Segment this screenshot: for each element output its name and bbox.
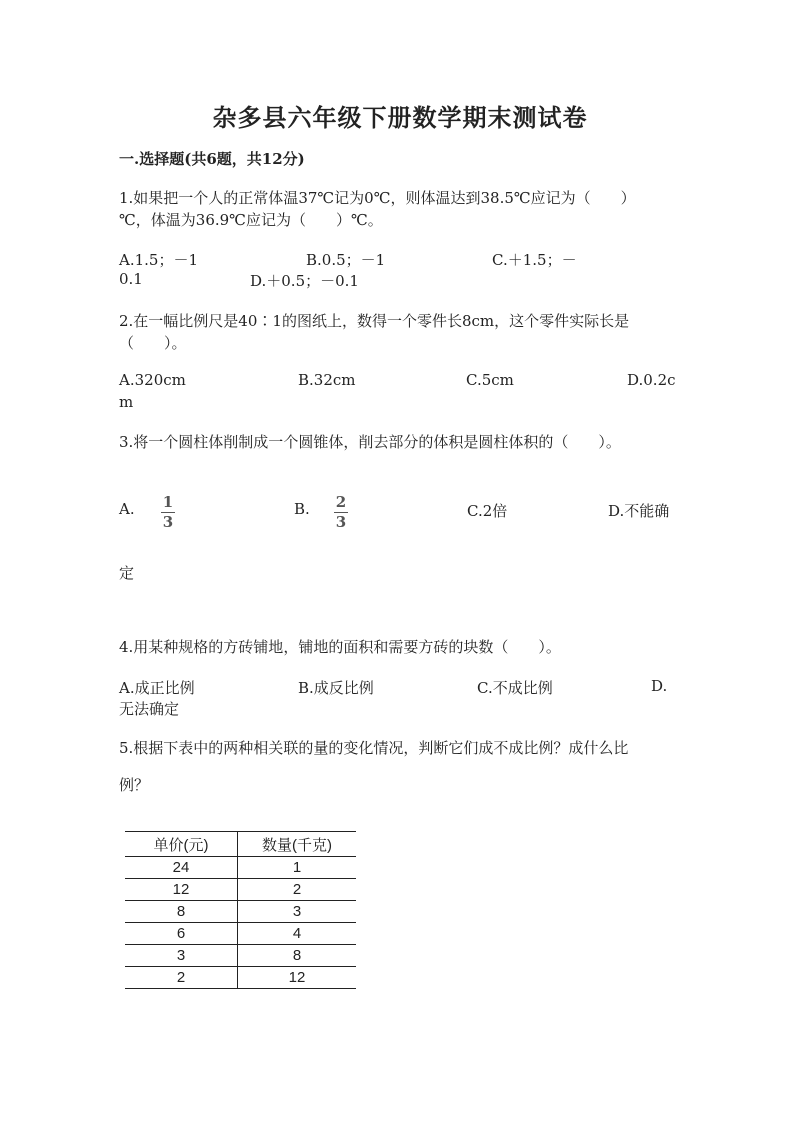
question-1-line-1: 1.如果把一个人的正常体温37℃记为0℃，则体温达到38.5℃应记为（ ）: [119, 189, 636, 207]
question-3-option-c: C.2倍: [467, 502, 508, 520]
table-cell-unit-price: 12: [125, 879, 238, 901]
question-2-option-c: C.5cm: [466, 371, 514, 389]
table-cell-quantity: 12: [238, 967, 357, 989]
fraction-denominator: 3: [162, 513, 174, 531]
question-2-option-d-continued: m: [119, 393, 134, 411]
question-3-option-d: D.不能确: [608, 502, 670, 520]
page-title: 杂多县六年级下册数学期末测试卷: [212, 103, 588, 132]
table-cell-unit-price: 3: [125, 945, 238, 967]
table-row: [125, 879, 356, 901]
question-4-option-d: D.: [651, 677, 668, 695]
table-row: [125, 901, 356, 923]
question-2-option-d: D.0.2c: [627, 371, 676, 389]
question-2-line-1: 2.在一幅比例尺是40∶1的图纸上，数得一个零件长8cm，这个零件实际长是: [119, 312, 630, 330]
question-4-option-c: C.不成比例: [477, 679, 553, 697]
question-1-option-a: A.1.5；－1: [119, 251, 198, 269]
question-2-option-b: B.32cm: [298, 371, 356, 389]
question-4-option-a: A.成正比例: [119, 679, 195, 697]
question-3-option-a-fraction: [161, 494, 175, 531]
question-2-option-a: A.320cm: [119, 371, 186, 389]
table-cell-quantity: 8: [238, 945, 357, 967]
table-cell-unit-price: 8: [125, 901, 238, 923]
fraction-numerator: 1: [162, 493, 174, 511]
question-5-line-1: 5.根据下表中的两种相关联的量的变化情况，判断它们成不成比例？成什么比: [119, 739, 629, 757]
section-heading: 一.选择题(共6题，共12分): [119, 150, 305, 168]
table-header-unit-price: 单价(元): [125, 832, 238, 857]
table-cell-unit-price: 2: [125, 967, 238, 989]
table-header-row: [125, 832, 356, 857]
question-1-option-c-continued: 0.1: [119, 270, 143, 288]
table-cell-quantity: 4: [238, 923, 357, 945]
table-cell-quantity: 3: [238, 901, 357, 923]
table-cell-unit-price: 6: [125, 923, 238, 945]
table-cell-quantity: 2: [238, 879, 357, 901]
question-4-option-b: B.成反比例: [298, 679, 374, 697]
table-cell-unit-price: 24: [125, 857, 238, 879]
table-cell-quantity: 1: [238, 857, 357, 879]
table-row: [125, 857, 356, 879]
question-2-line-2: （ ）。: [119, 334, 187, 352]
table-header-quantity: 数量(千克): [238, 832, 357, 857]
question-3-option-b-fraction: [334, 494, 348, 531]
question-3-line-1: 3.将一个圆柱体削制成一个圆锥体，削去部分的体积是圆柱体积的（ ）。: [119, 433, 621, 451]
question-4-line-1: 4.用某种规格的方砖铺地，铺地的面积和需要方砖的块数（ ）。: [119, 638, 561, 656]
fraction-denominator: 3: [335, 513, 347, 531]
fraction-numerator: 2: [335, 493, 347, 511]
table-row: [125, 923, 356, 945]
table-row: [125, 945, 356, 967]
question-1-option-b: B.0.5；－1: [306, 251, 386, 269]
question-5-line-2: 例？: [119, 776, 150, 794]
question-4-option-d-continued: 无法确定: [119, 700, 180, 718]
question-1-option-c: C.＋1.5；－: [492, 251, 577, 269]
question-3-option-a: A.: [119, 500, 135, 518]
table-row: [125, 967, 356, 989]
question-1-option-d: D.＋0.5；－0.1: [250, 272, 359, 290]
question-3-option-b: B.: [294, 500, 310, 518]
question-1-line-2: ℃，体温为36.9℃应记为（ ）℃。: [119, 211, 383, 229]
price-quantity-table: [125, 831, 356, 989]
question-3-option-d-continued: 定: [119, 564, 135, 582]
